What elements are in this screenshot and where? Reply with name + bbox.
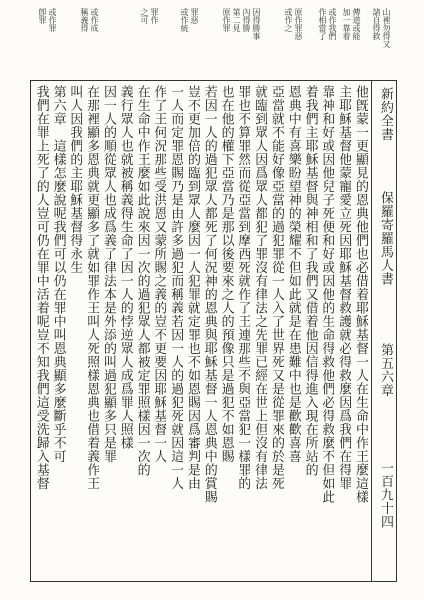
text-column: 靠神和好或因他兒子死便和好或因他的生命得救他們必得救麼不但如此: [319, 85, 335, 504]
text-column: 他旣蒙一更顯見的恩典他們也必借着耶穌基督一人在生命中作王麼這樣: [352, 85, 368, 504]
top-note: 卽罪: [38, 8, 47, 24]
text-column: 也在他的權下亞當乃是那以後要來之人的預像只是過犯不如恩賜: [218, 85, 234, 463]
text-column: 主耶穌基督他蒙寵愛立死因耶穌基督救護就必得救麼因爲我們在得罪: [336, 85, 352, 490]
top-note: 山裡勿得又: [382, 8, 391, 48]
top-note: 作相當了: [318, 8, 327, 40]
text-column: 罪也不算罪然而從亞當到摩西死就作了王連那些不與亞當犯一樣罪的: [235, 85, 251, 490]
page-number: 一百九十四: [378, 461, 393, 529]
text-column: 我們在罪上死了的人豈可仍在罪中活着呢豈不知我們這受洗歸入基督: [33, 85, 49, 490]
top-note: 罪作: [150, 8, 159, 24]
top-note: 原作罪: [222, 8, 231, 32]
book-title: 新約全書: [378, 87, 393, 141]
top-note: 因得勝事: [252, 8, 261, 40]
body-text: [33, 81, 369, 581]
top-note: 或作罪: [48, 8, 57, 32]
text-column: 豈不更加倍的臨到眾人麼因一人犯罪就定罪也不如恩賜因爲審判是由: [184, 85, 200, 490]
text-column: 義行眾人也就被稱義得生命了因一人的悖逆眾人成爲罪人照樣: [117, 85, 133, 450]
top-note: 或作成: [90, 8, 99, 32]
top-note: 加一靠着: [342, 8, 351, 40]
top-note: 內得勝: [242, 8, 251, 32]
text-column: 亞當就不能好像亞當的過犯罪從一人入了世界死又是從罪來的於是死: [268, 85, 284, 490]
text-column: 在生命中作王麼如此說來因一次的過犯眾人都被定罪照樣因一次的: [134, 85, 150, 477]
text-column: 就臨到眾人因爲眾人都犯了罪沒有律法之先罪已經在世上但沒有律法: [252, 85, 268, 490]
text-column: 作了王何況那些受洪恩又蒙所賜之義的豈不更要因耶穌基督一人: [151, 85, 167, 463]
text-column: 着我們主耶穌基督與神相和了我們又借着他因信得進入現在所站的: [302, 85, 318, 477]
top-notes: [30, 4, 395, 76]
text-column: 一人而定罪恩賜乃是由許多過犯而稱義若因一人的過犯死就因這一人: [168, 85, 184, 490]
top-note: 或作我們: [328, 8, 337, 40]
top-note: 稱義得: [80, 8, 89, 32]
text-column: 第六章 這樣怎麼說呢我們可以仍在罪中叫恩典顯多麼斷乎不可: [50, 85, 66, 463]
text-column: 在那裡顯多恩典就更顯多了就如罪作王叫人死照樣恩典也借着義作王: [84, 85, 100, 490]
top-note: 傳道或能: [352, 8, 361, 40]
header-column: [371, 81, 397, 581]
top-note: 第二見: [232, 8, 241, 32]
text-column: 因一人的順從眾人也成爲義了律法本是外添的叫過犯顯多只是罪: [100, 85, 116, 463]
top-note: 原作罪惡: [294, 8, 303, 40]
top-note: 之可: [140, 8, 149, 24]
text-column: 若因一人的過犯眾人都死了何況神的恩典與耶穌基督一人恩典中的賞賜: [201, 85, 217, 504]
top-note: 或作之: [284, 8, 293, 32]
text-frame: [30, 80, 397, 582]
top-note: 罪惡: [190, 8, 199, 24]
chapter-title: 保羅寄羅馬人書: [378, 191, 393, 286]
top-note: 諸自得救: [372, 8, 381, 40]
text-column: 恩典中有喜樂盼望神的榮耀不但如此就是在患難中也是歡歡喜喜: [285, 85, 301, 463]
top-note: 或作統: [180, 8, 189, 32]
chapter-number: 第五六章: [378, 343, 393, 397]
text-column: 叫人因我們的主耶穌基督得永生: [67, 85, 83, 274]
